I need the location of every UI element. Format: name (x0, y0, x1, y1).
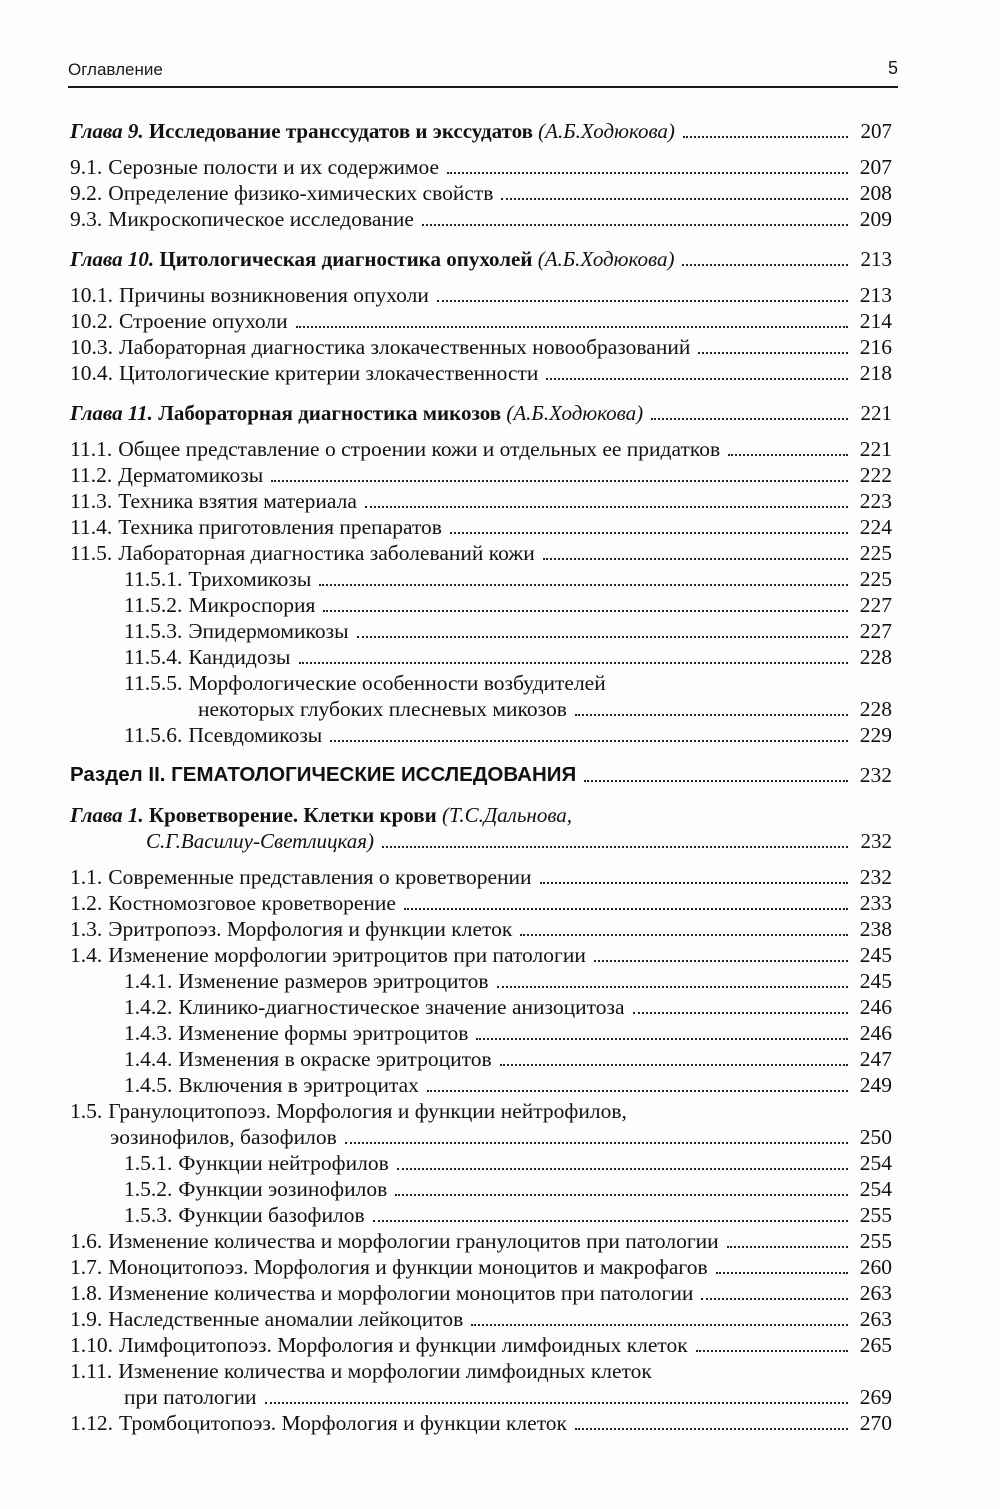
item-title: Техника приготовления препаратов (118, 515, 442, 539)
chapter-title: Лабораторная диагностика микозов (158, 401, 502, 425)
item-number: 11.5. (70, 541, 113, 565)
item-number: 11.5.4. (124, 645, 183, 669)
page-ref: 228 (859, 697, 892, 721)
item-number: 1.1. (70, 865, 103, 889)
item-title: Цитологические критерии злокачественности (119, 361, 539, 385)
toc-subitem[interactable] (70, 670, 892, 696)
page-ref: 254 (859, 1177, 892, 1201)
item-number: 1.9. (70, 1307, 103, 1331)
page-ref: 232 (859, 763, 892, 787)
toc-item[interactable] (70, 282, 892, 308)
item-number: 1.8. (70, 1281, 103, 1305)
item-number: 9.1. (70, 155, 103, 179)
page-ref: 249 (859, 1073, 892, 1097)
item-number: 11.5.5. (124, 671, 183, 695)
toc-subitem-continuation[interactable] (70, 696, 892, 722)
item-number: 1.11. (70, 1359, 113, 1383)
toc-item[interactable] (70, 916, 892, 942)
item-title: Морфологические особенности возбудителей (188, 671, 606, 695)
chapter-author: (А.Б.Ходюкова) (537, 247, 675, 271)
leader-dots (584, 779, 848, 782)
item-title: Трихомикозы (188, 567, 312, 591)
page-ref: 214 (859, 309, 892, 333)
toc-item[interactable] (70, 360, 892, 386)
page-ref: 247 (859, 1047, 892, 1071)
page-ref: 207 (859, 155, 892, 179)
toc-subitem[interactable] (70, 618, 892, 644)
page-ref: 246 (859, 995, 892, 1019)
page-ref: 260 (859, 1255, 892, 1279)
toc-subitem[interactable] (70, 968, 892, 994)
leader-dots (447, 171, 848, 174)
leader-dots (422, 223, 848, 226)
page-ref: 218 (859, 361, 892, 385)
toc-chapter-10[interactable] (70, 246, 892, 272)
item-number: 1.4.2. (124, 995, 173, 1019)
item-number: 1.3. (70, 917, 103, 941)
page-ref: 225 (859, 541, 892, 565)
leader-dots (427, 1089, 848, 1092)
page-ref: 265 (859, 1333, 892, 1357)
item-title-continuation: при патологии (124, 1385, 257, 1409)
section-title: Раздел II. ГЕМАТОЛОГИЧЕСКИЕ ИССЛЕДОВАНИЯ (70, 763, 577, 786)
page-ref: 270 (859, 1411, 892, 1435)
item-title: Изменения в окраске эритроцитов (178, 1047, 492, 1071)
page-ref: 227 (859, 619, 892, 643)
item-title: Дерматомикозы (118, 463, 264, 487)
toc-item[interactable] (70, 1306, 892, 1332)
leader-dots (450, 531, 848, 534)
item-title: Клинико-диагностическое значение анизоцитоза (178, 995, 625, 1019)
page-ref: 213 (860, 247, 892, 271)
page-ref: 224 (859, 515, 892, 539)
page-ref: 227 (859, 593, 892, 617)
toc-subitem[interactable] (70, 722, 892, 748)
toc-subitem[interactable] (70, 592, 892, 618)
item-number: 11.3. (70, 489, 113, 513)
leader-dots (520, 933, 848, 936)
chapter-title: Исследование транссудатов и экссудатов (148, 119, 533, 143)
item-number: 10.1. (70, 283, 113, 307)
page-ref: 213 (859, 283, 892, 307)
item-title: Лабораторная диагностика злокачественных новообразований (119, 335, 691, 359)
page-ref: 255 (859, 1203, 892, 1227)
toc-item[interactable] (70, 334, 892, 360)
page-ref: 222 (859, 463, 892, 487)
page-ref: 207 (860, 119, 892, 143)
item-number: 1.10. (70, 1333, 113, 1357)
item-number: 1.6. (70, 1229, 103, 1253)
page-ref: 233 (859, 891, 892, 915)
toc-item[interactable] (70, 1228, 892, 1254)
toc-item-continuation[interactable] (70, 1384, 892, 1410)
item-title: Изменение количества и морфологии гранулоцитов при патологии (108, 1229, 719, 1253)
leader-dots (476, 1037, 848, 1040)
item-number: 1.7. (70, 1255, 103, 1279)
toc-item[interactable] (70, 1358, 892, 1384)
running-title: Оглавление (68, 60, 163, 79)
page-ref: 221 (859, 437, 892, 461)
page-ref: 228 (859, 645, 892, 669)
chapter-title: Кроветворение. Клетки крови (148, 803, 437, 827)
item-title: Эпидермомикозы (188, 619, 349, 643)
toc-subitem[interactable] (70, 994, 892, 1020)
chapter-author: (А.Б.Ходюкова) (506, 401, 644, 425)
item-number: 1.2. (70, 891, 103, 915)
leader-dots (575, 713, 848, 716)
page-number: 5 (887, 58, 898, 78)
leader-dots (323, 609, 848, 612)
item-number: 10.4. (70, 361, 113, 385)
item-title: Изменение количества и морфологии лимфоидных клеток (118, 1359, 652, 1383)
page-ref: 263 (859, 1307, 892, 1331)
item-title: Лимфоцитопоэз. Морфология и функции лимфоидных клеток (119, 1333, 688, 1357)
leader-dots (357, 635, 848, 638)
toc-chapter-9[interactable] (70, 118, 892, 144)
toc-subitem[interactable] (70, 1046, 892, 1072)
item-number: 1.4.4. (124, 1047, 173, 1071)
item-title: Изменение формы эритроцитов (178, 1021, 469, 1045)
toc-subitem[interactable] (70, 1176, 892, 1202)
toc-item[interactable] (70, 462, 892, 488)
table-of-contents (70, 118, 892, 1436)
item-title: Костномозговое кроветворение (108, 891, 396, 915)
chapter-prefix: Глава 10. (70, 247, 155, 271)
page-ref: 245 (859, 969, 892, 993)
item-number: 10.2. (70, 309, 113, 333)
item-title: Функции нейтрофилов (178, 1151, 389, 1175)
item-title: Причины возникновения опухоли (119, 283, 429, 307)
toc-subitem[interactable] (70, 644, 892, 670)
toc-subitem[interactable] (70, 1202, 892, 1228)
item-title: Включения в эритроцитах (178, 1073, 419, 1097)
item-title: Псевдомикозы (188, 723, 323, 747)
leader-dots (265, 1401, 848, 1404)
leader-dots (633, 1011, 848, 1014)
leader-dots (698, 351, 848, 354)
toc-chapter-1-continuation[interactable] (70, 828, 892, 854)
item-title: Моноцитопоэз. Морфология и функции моноцитов и макрофагов (108, 1255, 708, 1279)
toc-item[interactable] (70, 1332, 892, 1358)
item-number: 11.5.3. (124, 619, 183, 643)
leader-dots (404, 907, 848, 910)
item-title-continuation: некоторых глубоких плесневых микозов (198, 697, 567, 721)
item-number: 1.4.1. (124, 969, 173, 993)
page-ref: 238 (859, 917, 892, 941)
page-ref: 208 (859, 181, 892, 205)
leader-dots (651, 417, 848, 420)
leader-dots (696, 1349, 848, 1352)
leader-dots (471, 1323, 848, 1326)
chapter-author: (А.Б.Ходюкова) (538, 119, 675, 143)
toc-item[interactable] (70, 1254, 892, 1280)
leader-dots (319, 583, 848, 586)
leader-dots (299, 661, 848, 664)
item-number: 1.5.2. (124, 1177, 173, 1201)
item-title: Функции эозинофилов (178, 1177, 388, 1201)
chapter-prefix: Глава 1. (70, 803, 144, 827)
item-number: 1.4.5. (124, 1073, 173, 1097)
leader-dots (594, 959, 848, 962)
leader-dots (575, 1427, 848, 1430)
item-title: Общее представление о строении кожи и отдельных ее придатков (118, 437, 721, 461)
item-title: Тромбоцитопоэз. Морфология и функции клеток (119, 1411, 568, 1435)
toc-item[interactable] (70, 206, 892, 232)
toc-item[interactable] (70, 1410, 892, 1436)
item-title: Кандидозы (188, 645, 291, 669)
leader-dots (365, 505, 848, 508)
toc-item[interactable] (70, 308, 892, 334)
item-number: 1.5.1. (124, 1151, 173, 1175)
leader-dots (716, 1271, 848, 1274)
page-ref: 232 (859, 865, 892, 889)
item-number: 1.4.3. (124, 1021, 173, 1045)
item-title: Современные представления о кроветворении (108, 865, 532, 889)
leader-dots (500, 1063, 848, 1066)
toc-subitem[interactable] (70, 1072, 892, 1098)
toc-item[interactable] (70, 488, 892, 514)
item-title: Изменение размеров эритроцитов (178, 969, 489, 993)
toc-item[interactable] (70, 540, 892, 566)
toc-item[interactable] (70, 1280, 892, 1306)
item-title: Серозные полости и их содержимое (108, 155, 440, 179)
toc-subitem[interactable] (70, 566, 892, 592)
item-number: 10.3. (70, 335, 113, 359)
page-ref: 225 (859, 567, 892, 591)
page-ref: 221 (860, 401, 892, 425)
item-number: 1.5. (70, 1099, 103, 1123)
toc-item[interactable] (70, 890, 892, 916)
item-number: 11.5.6. (124, 723, 183, 747)
item-title: Определение физико-химических свойств (108, 181, 494, 205)
page-ref: 232 (860, 829, 892, 853)
item-title: Эритропоэз. Морфология и функции клеток (108, 917, 513, 941)
page-ref: 254 (859, 1151, 892, 1175)
leader-dots (728, 453, 848, 456)
item-title: Функции базофилов (178, 1203, 365, 1227)
toc-item[interactable] (70, 1098, 892, 1124)
page-header (68, 56, 898, 88)
item-title: Гранулоцитопоэз. Морфология и функции нейтрофилов, (108, 1099, 627, 1123)
page-ref: 269 (859, 1385, 892, 1409)
leader-dots (683, 135, 848, 138)
leader-dots (546, 377, 848, 380)
toc-item[interactable] (70, 864, 892, 890)
page-ref: 250 (859, 1125, 892, 1149)
page-ref: 223 (859, 489, 892, 513)
toc-item[interactable] (70, 436, 892, 462)
item-number: 1.5.3. (124, 1203, 173, 1227)
leader-dots (501, 197, 848, 200)
item-title-continuation: эозинофилов, базофилов (110, 1125, 337, 1149)
item-number: 11.1. (70, 437, 113, 461)
leader-dots (497, 985, 848, 988)
leader-dots (271, 479, 848, 482)
toc-item[interactable] (70, 514, 892, 540)
chapter-author-continuation: С.Г.Василиу-Светлицкая) (146, 829, 375, 853)
leader-dots (727, 1245, 848, 1248)
item-number: 9.3. (70, 207, 103, 231)
toc-subitem[interactable] (70, 1020, 892, 1046)
leader-dots (296, 325, 848, 328)
toc-chapter-1[interactable] (70, 802, 892, 828)
leader-dots (437, 299, 848, 302)
item-number: 11.5.1. (124, 567, 183, 591)
page-ref: 246 (859, 1021, 892, 1045)
item-number: 1.4. (70, 943, 103, 967)
chapter-author: (Т.С.Дальнова, (441, 803, 573, 827)
item-number: 11.2. (70, 463, 113, 487)
item-title: Изменение морфологии эритроцитов при патологии (108, 943, 586, 967)
toc-item[interactable] (70, 154, 892, 180)
leader-dots (382, 845, 848, 848)
item-number: 11.4. (70, 515, 113, 539)
leader-dots (345, 1141, 848, 1144)
toc-item[interactable] (70, 942, 892, 968)
item-number: 9.2. (70, 181, 103, 205)
toc-subitem[interactable] (70, 1150, 892, 1176)
page-ref: 216 (859, 335, 892, 359)
toc-item[interactable] (70, 180, 892, 206)
leader-dots (373, 1219, 848, 1222)
chapter-prefix: Глава 9. (70, 119, 144, 143)
item-number: 1.12. (70, 1411, 113, 1435)
chapter-prefix: Глава 11. (70, 401, 153, 425)
page-ref: 209 (859, 207, 892, 231)
leader-dots (540, 881, 848, 884)
leader-dots (330, 739, 848, 742)
leader-dots (701, 1297, 848, 1300)
leader-dots (543, 557, 848, 560)
chapter-title: Цитологическая диагностика опухолей (159, 247, 533, 271)
toc-chapter-11[interactable] (70, 400, 892, 426)
page-ref: 255 (859, 1229, 892, 1253)
item-title: Наследственные аномалии лейкоцитов (108, 1307, 464, 1331)
item-title: Микроскопическое исследование (108, 207, 414, 231)
page-ref: 229 (859, 723, 892, 747)
page-ref: 245 (859, 943, 892, 967)
item-title: Техника взятия материала (118, 489, 357, 513)
toc-item-continuation[interactable] (70, 1124, 892, 1150)
leader-dots (397, 1167, 848, 1170)
item-title: Изменение количества и морфологии моноцитов при патологии (108, 1281, 694, 1305)
leader-dots (682, 263, 848, 266)
toc-section-2[interactable] (70, 762, 892, 788)
item-title: Лабораторная диагностика заболеваний кожи (118, 541, 535, 565)
page-ref: 263 (859, 1281, 892, 1305)
item-title: Микроспория (188, 593, 316, 617)
leader-dots (395, 1193, 848, 1196)
item-number: 11.5.2. (124, 593, 183, 617)
item-title: Строение опухоли (119, 309, 288, 333)
